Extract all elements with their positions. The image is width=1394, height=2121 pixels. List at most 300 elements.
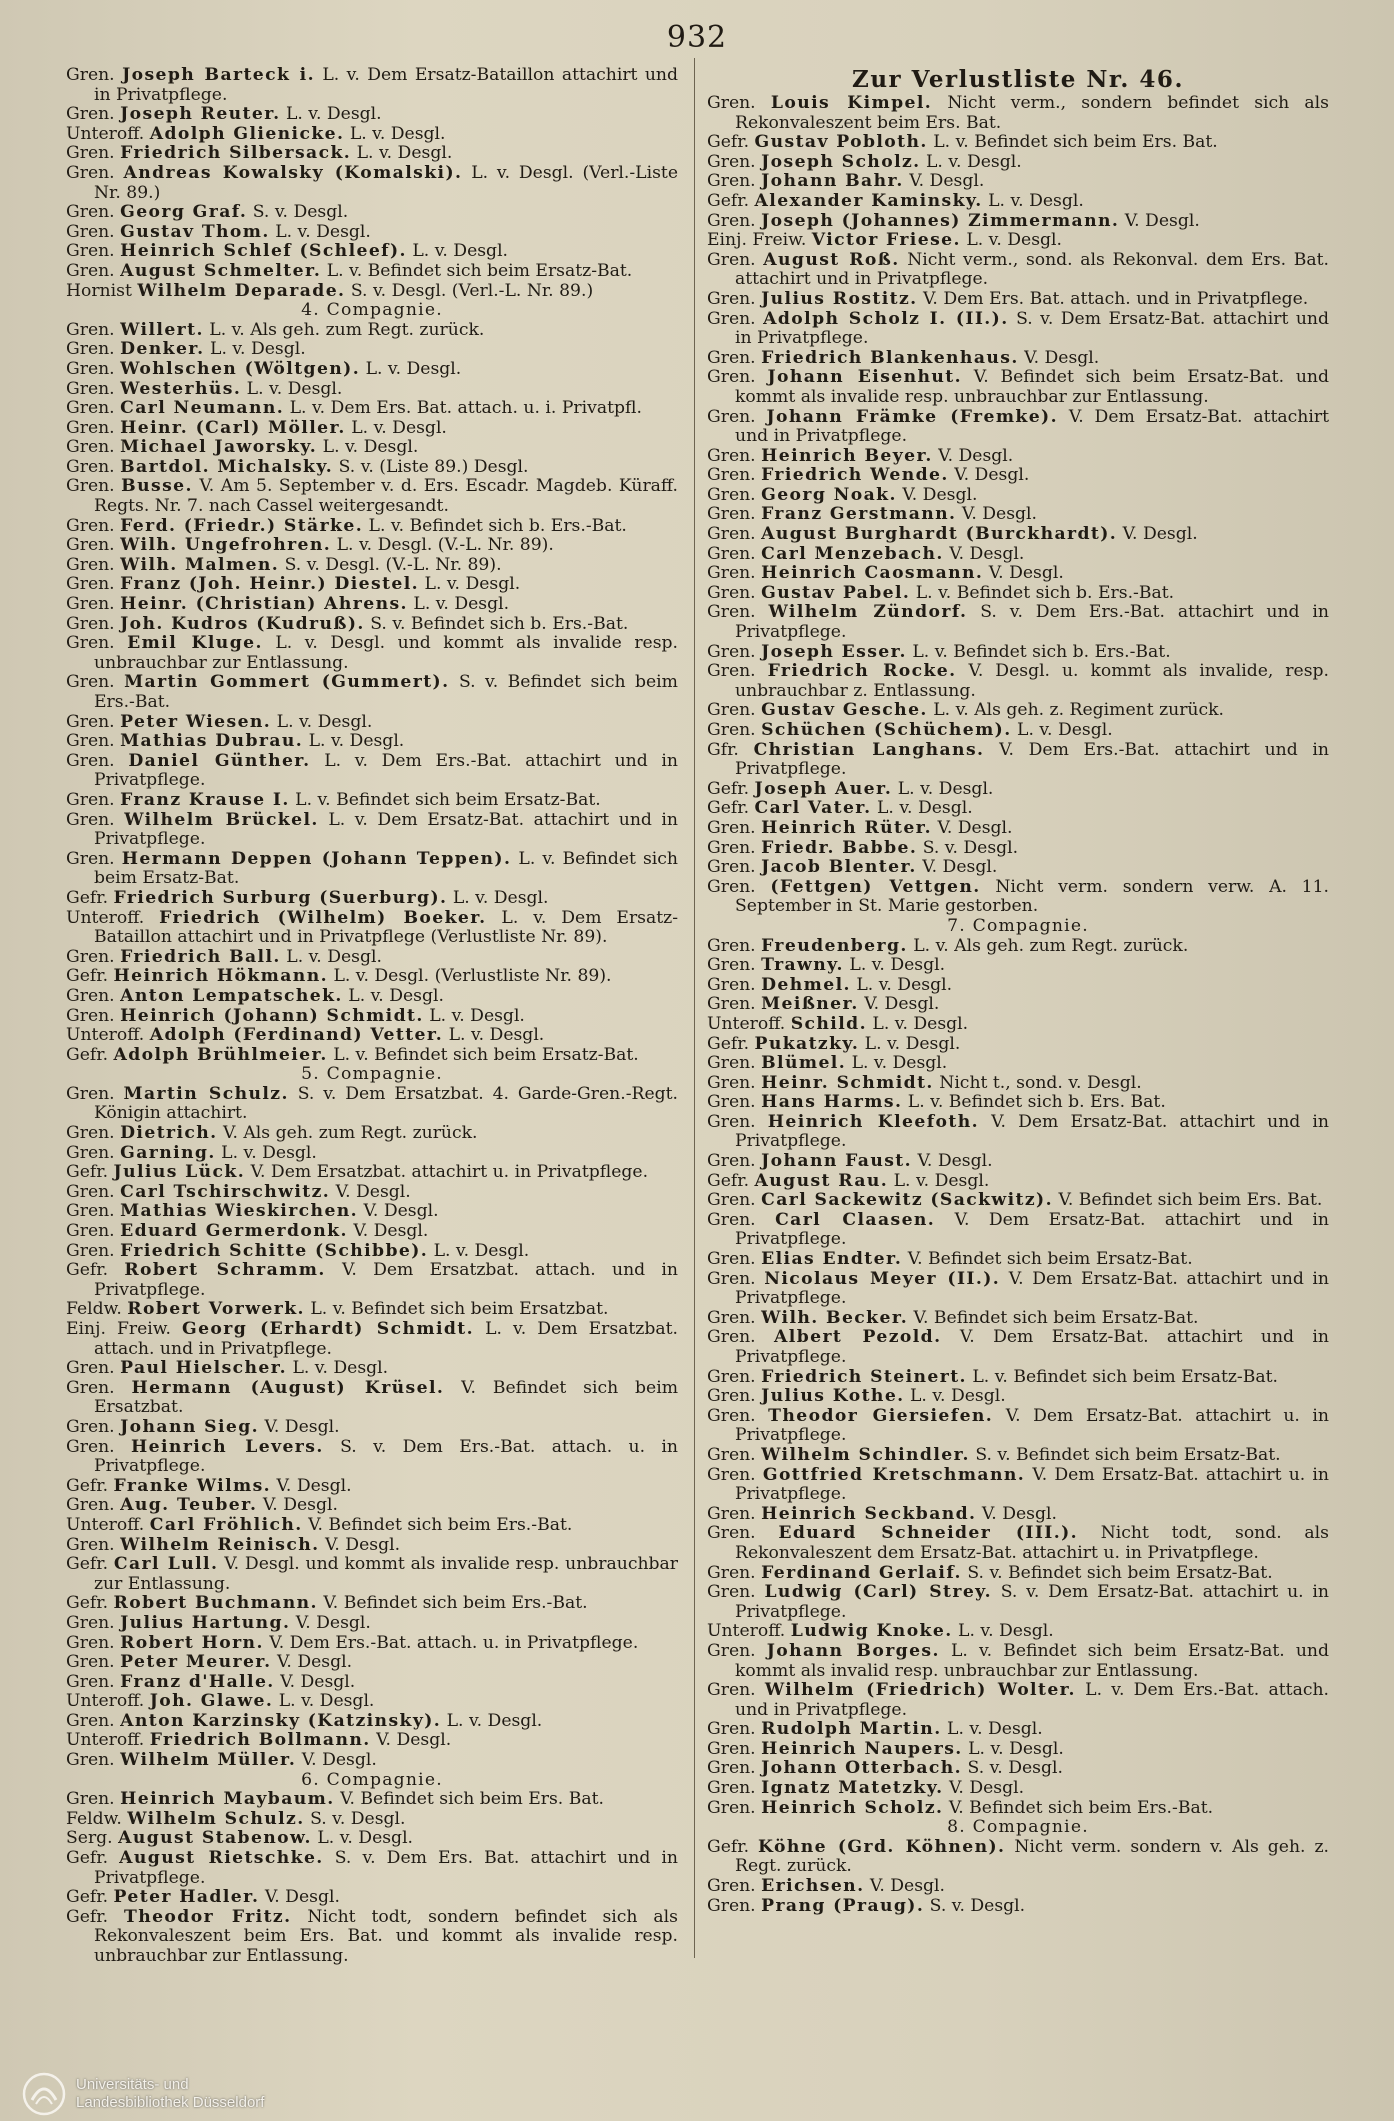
entry-status: V. Desgl. xyxy=(943,543,1025,564)
entry-status: L. v. Dem Ers. Bat. attach. u. i. Privatpfl. xyxy=(284,398,642,419)
entry-status: V. Desgl. xyxy=(290,1612,371,1633)
entry-status: V. Desgl. xyxy=(274,1671,356,1692)
list-entry xyxy=(707,212,1329,232)
entry-name: Köhne (Grd. Köhnen). xyxy=(758,1836,1006,1857)
entry-status: L. v. Befindet sich beim Ers. Bat. xyxy=(927,132,1218,153)
list-entry xyxy=(707,192,1329,212)
entry-rank: Gren. xyxy=(707,602,769,623)
entry-status: V. Desgl. xyxy=(912,1151,993,1172)
entry-rank: Gren. xyxy=(66,1671,121,1692)
entry-rank: Gren. xyxy=(707,1209,776,1230)
entry-name: Carl Lull. xyxy=(113,1554,219,1575)
entry-name: Bartdol. Michalsky. xyxy=(120,456,334,477)
footer-line-2: Landesbibliothek Düsseldorf xyxy=(76,2093,265,2111)
entry-name: Adolph Glienicke. xyxy=(149,123,345,144)
entry-name: Franz Gerstmann. xyxy=(761,504,957,525)
entry-status: L. v. Befindet sich beim Ersatz-Bat. und kommt als invalid resp. unbrauchbar zur Entlassung. xyxy=(735,1640,1329,1681)
entry-name: Adolph Scholz I. (II.). xyxy=(763,308,1009,329)
list-entry xyxy=(66,1163,678,1183)
entry-status: V. Dem Ersatz-Bat. attachirt u. in Privatpflege. xyxy=(735,1464,1329,1505)
entry-rank: Gren. xyxy=(66,1416,121,1437)
entry-rank: Gren. xyxy=(66,535,121,556)
entry-name: (Fettgen) Vettgen. xyxy=(770,876,981,897)
list-entry xyxy=(707,1838,1329,1877)
entry-name: Franz (Joh. Heinr.) Diestel. xyxy=(120,574,420,595)
list-entry xyxy=(66,556,678,576)
entry-status: L. v. Desgl. xyxy=(351,143,453,164)
entry-status: L. v. Desgl. xyxy=(960,230,1063,251)
entry-name: Wilhelm Zündorf. xyxy=(768,602,968,623)
list-entry xyxy=(66,732,678,752)
entry-status: V. Dem Ersatzbat. attachirt u. in Privatpflege. xyxy=(245,1162,649,1183)
entry-rank: Gefr. xyxy=(707,798,755,819)
entry-status: V. Befindet sich beim Ers. Bat. xyxy=(334,1789,604,1810)
list-entry xyxy=(66,517,678,537)
entry-status: L. v. Desgl. xyxy=(241,378,343,399)
list-entry xyxy=(66,1438,678,1477)
entry-rank: Gren. xyxy=(707,661,768,682)
entry-rank: Gren. xyxy=(707,347,762,368)
entry-status: V. Desgl. xyxy=(319,1534,401,1555)
entry-name: Robert Schramm. xyxy=(124,1260,326,1281)
entry-rank: Gren. xyxy=(66,515,121,536)
list-entry xyxy=(707,1328,1329,1367)
entry-rank: Gren. xyxy=(66,65,123,85)
entry-name: Gustav Pobloth. xyxy=(754,132,928,153)
list-entry xyxy=(66,125,678,145)
entry-name: Gustav Gesche. xyxy=(761,700,928,721)
entry-rank: Unteroff. xyxy=(66,1730,150,1751)
entry-status: L. v. Desgl. xyxy=(204,339,306,360)
entry-status: S. v. Desgl. xyxy=(247,202,349,223)
entry-name: Mathias Wieskirchen. xyxy=(120,1201,359,1222)
entry-name: Johann Borges. xyxy=(766,1640,940,1661)
entry-rank: Gren. xyxy=(66,1201,121,1222)
entry-status: V. Desgl. xyxy=(271,1652,353,1673)
entry-name: Peter Wiesen. xyxy=(120,711,272,732)
company-heading: 7. Compagnie. xyxy=(947,915,1089,936)
list-entry xyxy=(707,1740,1329,1760)
entry-rank: Gren. xyxy=(66,1632,121,1653)
entry-name: Carl Vater. xyxy=(754,798,872,819)
entry-name: Peter Meurer. xyxy=(120,1652,272,1673)
list-entry xyxy=(66,360,678,380)
entry-name: Elias Endter. xyxy=(761,1249,903,1270)
entry-name: Heinrich Scholz. xyxy=(761,1797,944,1818)
list-entry xyxy=(707,133,1329,153)
list-entry xyxy=(707,1035,1329,1055)
entry-status: V. Desgl. xyxy=(1117,524,1198,545)
entry-name: Friedrich Wende. xyxy=(761,465,949,486)
entry-status: S. v. Dem Ersatzbat. 4. Garde-Gren.-Regt. Königin attachirt. xyxy=(94,1083,679,1124)
entry-name: Johann Eisenhut. xyxy=(767,367,963,388)
entry-rank: Gren. xyxy=(707,1503,762,1524)
entry-rank: Gren. xyxy=(707,210,762,231)
entry-status: S. v. Dem Ers. Bat. attachirt und in Privatpflege. xyxy=(94,1848,678,1888)
entry-status: L. v. Desgl. xyxy=(962,1738,1064,1759)
entry-status: L. v. Desgl. xyxy=(920,151,1022,172)
entry-rank: Gren. xyxy=(707,994,762,1015)
list-entry xyxy=(707,780,1329,800)
entry-rank: Gren. xyxy=(66,241,121,262)
list-entry xyxy=(66,164,678,203)
entry-status: L. v. Desgl. xyxy=(850,974,953,995)
entry-status: S. v. Befindet sich beim Ersatz-Bat. xyxy=(961,1562,1273,1583)
list-entry xyxy=(66,262,678,282)
entry-name: Johann Otterbach. xyxy=(761,1758,963,1779)
right-column-entries xyxy=(707,94,1329,1916)
entry-status: V. Desgl. xyxy=(948,465,1030,486)
entry-status: L. v. Desgl. xyxy=(441,1710,543,1731)
list-entry xyxy=(66,1202,678,1222)
right-column xyxy=(707,66,1329,1916)
entry-status: V. Dem Ersatz-Bat. attachirt und in Privatpflege. xyxy=(735,1209,1329,1250)
entry-status: S. v. Desgl. (Verl.-L. Nr. 89.) xyxy=(345,280,594,301)
entry-status: V. Am 5. September v. d. Ers. Escadr. Magdeb. Küraff. Regts. Nr. 7. nach Cassel weitergesandt. xyxy=(94,476,678,517)
list-entry xyxy=(707,1172,1329,1192)
entry-status: L. v. Als geh. zum Regt. zurück. xyxy=(203,319,485,340)
entry-rank: Gren. xyxy=(66,1005,121,1026)
entry-rank: Einj. Freiw. xyxy=(66,1319,182,1339)
entry-rank: Gren. xyxy=(66,848,122,869)
entry-rank: Gefr. xyxy=(66,1848,120,1869)
list-entry xyxy=(707,1270,1329,1309)
entry-name: Denker. xyxy=(120,339,205,360)
entry-name: August Burghardt (Burckhardt). xyxy=(761,524,1118,545)
entry-status: V. Dem Ersatz-Bat. attachirt u. in Privatpflege. xyxy=(735,1405,1329,1446)
entry-status: S. v. Desgl. xyxy=(924,1895,1026,1916)
entry-name: Heinrich Hökmann. xyxy=(113,966,328,987)
entry-rank: Gren. xyxy=(66,672,125,693)
entry-rank: Gren. xyxy=(707,1111,768,1132)
entry-rank: Gefr. xyxy=(66,1593,114,1614)
list-entry xyxy=(66,1477,678,1497)
entry-name: Emil Kluge. xyxy=(127,633,263,654)
list-entry xyxy=(66,380,678,400)
list-entry xyxy=(66,1751,678,1771)
entry-name: Gottfried Kretschmann. xyxy=(762,1464,1026,1485)
list-entry xyxy=(66,850,678,889)
list-entry xyxy=(707,819,1329,839)
entry-name: Ludwig Knoke. xyxy=(790,1621,953,1642)
entry-name: Westerhüs. xyxy=(120,378,242,399)
entry-name: Alexander Kaminsky. xyxy=(754,190,983,211)
column-divider xyxy=(694,58,695,1958)
entry-status: V. Desgl. xyxy=(296,1750,377,1771)
entry-name: Johann Bahr. xyxy=(761,171,904,192)
entry-status: V. Desgl. xyxy=(864,1876,945,1897)
entry-name: Franz Krause I. xyxy=(120,789,290,810)
list-entry xyxy=(66,321,678,341)
entry-name: Julius Hartung. xyxy=(120,1612,291,1633)
entry-status: V. Dem Ers.-Bat. attachirt und in Privatpflege. xyxy=(735,739,1329,780)
entry-status: L. v. Desgl. xyxy=(303,731,405,752)
entry-status: V. Befindet sich beim Ersatz-Bat. und kommt als invalide resp. unbrauchbar zur Entlassung. xyxy=(735,367,1329,407)
left-column xyxy=(66,66,678,1967)
list-entry xyxy=(66,458,678,478)
entry-name: Friedrich Steinert. xyxy=(761,1366,967,1387)
entry-name: Carl Fröhlich. xyxy=(149,1514,303,1535)
entry-name: Gustav Pabel. xyxy=(761,582,911,603)
entry-rank: Gefr. xyxy=(707,190,755,211)
list-entry xyxy=(707,1054,1329,1074)
entry-rank: Gren. xyxy=(66,1358,121,1379)
entry-name: Theodor Fritz. xyxy=(124,1906,292,1927)
entry-name: Georg Noak. xyxy=(761,484,897,505)
entry-rank: Gren. xyxy=(707,1582,765,1603)
entry-name: Heinrich Maybaum. xyxy=(120,1789,335,1810)
entry-status: L. v. Desgl. xyxy=(345,417,447,438)
list-entry xyxy=(66,477,678,516)
entry-name: Christian Langhans. xyxy=(753,739,985,760)
entry-rank: Gren. xyxy=(66,1142,121,1163)
entry-rank: Gefr. xyxy=(66,1260,125,1281)
entry-status: L. v. Desgl. (Verl.-Liste Nr. 89.) xyxy=(94,162,678,203)
entry-name: Carl Tschirschwitz. xyxy=(120,1181,331,1202)
list-entry xyxy=(66,1829,678,1849)
entry-status: S. v. Dem Ers.-Bat. attachirt und in Privatpflege. xyxy=(735,602,1329,643)
list-entry xyxy=(66,1673,678,1693)
list-entry xyxy=(707,1505,1329,1525)
library-footer xyxy=(0,2066,400,2121)
entry-status: L. v. Desgl. xyxy=(406,241,509,262)
entry-rank: Gren. xyxy=(66,946,121,967)
entry-name: Johann Främke (Fremke). xyxy=(766,406,1058,427)
list-entry xyxy=(707,1759,1329,1779)
entry-rank: Gren. xyxy=(707,817,762,838)
list-entry xyxy=(66,1790,678,1810)
entry-status: L. v. Desgl. xyxy=(859,1033,961,1054)
entry-rank: Gren. xyxy=(707,171,762,192)
entry-rank: Gren. xyxy=(66,1123,121,1144)
entry-name: Franke Wilms. xyxy=(113,1475,272,1496)
list-entry xyxy=(707,603,1329,642)
list-entry xyxy=(707,584,1329,604)
entry-name: Nicolaus Meyer (II.). xyxy=(764,1268,1001,1289)
entry-name: Erichsen. xyxy=(761,1876,865,1897)
entry-status: S. v. Desgl. (V.-L. Nr. 89). xyxy=(279,554,502,575)
entry-status: L. v. Desgl. xyxy=(846,1053,948,1074)
list-entry xyxy=(707,878,1329,917)
entry-name: Robert Vorwerk. xyxy=(127,1299,305,1320)
list-entry xyxy=(66,1300,678,1320)
entry-name: Carl Neumann. xyxy=(120,398,285,419)
entry-name: Prang (Praug). xyxy=(761,1895,925,1916)
entry-rank: Gren. xyxy=(707,1053,762,1074)
entry-name: Heinrich Kleefoth. xyxy=(767,1111,979,1132)
entry-rank: Gren. xyxy=(707,1758,762,1779)
entry-name: Friedr. Babbe. xyxy=(761,837,918,858)
entry-name: Georg (Erhardt) Schmidt. xyxy=(182,1319,475,1339)
entry-name: Wilhelm Schulz. xyxy=(127,1808,305,1829)
entry-rank: Gren. xyxy=(66,202,121,223)
entry-name: Daniel Günther. xyxy=(128,750,311,771)
entry-rank: Gren. xyxy=(707,641,762,662)
entry-name: Meißner. xyxy=(761,994,859,1015)
list-entry xyxy=(707,310,1329,349)
entry-name: August Stabenow. xyxy=(118,1828,312,1849)
entry-rank: Gren. xyxy=(66,613,121,634)
entry-status: L. v. Desgl. xyxy=(344,123,446,144)
entry-rank: Gren. xyxy=(66,1436,132,1457)
entry-name: Wilhelm Müller. xyxy=(120,1750,297,1771)
list-entry xyxy=(707,1799,1329,1819)
list-entry xyxy=(707,1368,1329,1388)
entry-rank: Gren. xyxy=(707,1640,767,1661)
entry-status: Nicht t., sond. v. Desgl. xyxy=(933,1072,1142,1093)
entry-status: Nicht todt, sond. als Rekonvaleszent dem Ersatz-Bat. attachirt u. in Privatpflege. xyxy=(735,1523,1329,1563)
entry-rank: Gren. xyxy=(707,1386,762,1407)
entry-status: V. Desgl. xyxy=(358,1201,439,1222)
entry-status: L. v. Dem Ers.-Bat. attachirt und in Privatpflege. xyxy=(94,750,678,791)
list-entry xyxy=(707,251,1329,290)
entry-rank: Gren. xyxy=(66,985,121,1006)
entry-rank: Gren. xyxy=(66,1789,121,1810)
entry-rank: Unteroff. xyxy=(66,123,150,144)
list-entry xyxy=(66,1536,678,1556)
entry-name: Friedrich Silbersack. xyxy=(120,143,352,164)
entry-status: V. Dem Ersatz-Bat. attachirt und in Privatpflege. xyxy=(735,1111,1329,1152)
list-entry xyxy=(707,466,1329,486)
entry-rank: Gefr. xyxy=(66,966,114,987)
entry-status: V. Dem Ersatz-Bat. attachirt und in Privatpflege. xyxy=(735,1327,1329,1367)
entry-name: Anton Karzinsky (Katzinsky). xyxy=(120,1710,442,1731)
entry-status: V. Befindet sich beim Ers.-Bat. xyxy=(302,1514,573,1535)
entry-status: V. Befindet sich beim Ersatz-Bat. xyxy=(902,1249,1193,1270)
entry-name: Willert. xyxy=(120,319,204,340)
entry-rank: Gren. xyxy=(66,1612,121,1633)
entry-rank: Gren. xyxy=(66,1710,121,1731)
list-entry xyxy=(66,1653,678,1673)
entry-rank: Gren. xyxy=(66,339,121,360)
entry-status: L. v. Desgl. xyxy=(888,1170,990,1191)
list-entry xyxy=(66,987,678,1007)
list-entry xyxy=(66,1555,678,1594)
entry-name: Martin Schulz. xyxy=(123,1083,289,1104)
entry-status: V. Dem Ersatzbat. attach. und in Privatpflege. xyxy=(94,1260,678,1300)
entry-rank: Gren. xyxy=(707,93,771,113)
list-entry xyxy=(66,66,678,105)
entry-name: Michael Jaworsky. xyxy=(120,437,318,458)
entry-rank: Gren. xyxy=(707,837,762,858)
entry-rank: Gefr. xyxy=(66,1044,114,1065)
entry-rank: Gren. xyxy=(707,1876,762,1897)
list-entry xyxy=(707,701,1329,721)
entry-status: L. v. Befindet sich beim Ersatz-Bat. xyxy=(327,1044,639,1065)
entry-name: Carl Claasen. xyxy=(775,1209,936,1230)
entry-name: Heinr. Schmidt. xyxy=(761,1072,934,1093)
list-entry xyxy=(707,1211,1329,1250)
list-entry xyxy=(66,1634,678,1654)
list-entry xyxy=(66,144,678,164)
entry-rank: Gren. xyxy=(707,1719,762,1740)
entry-status: L. v. Desgl. xyxy=(941,1719,1043,1740)
entry-status: L. v. Dem Ersatz-Bataillon attachirt und in Privatpflege. xyxy=(94,65,678,105)
list-entry xyxy=(66,105,678,125)
entry-status: L. v. Desgl. xyxy=(215,1142,317,1163)
entry-status: L. v. Desgl. xyxy=(271,711,373,732)
entry-rank: Gren. xyxy=(707,406,767,427)
list-entry xyxy=(66,1359,678,1379)
entry-rank: Gren. xyxy=(707,1797,762,1818)
entry-rank: Gren. xyxy=(66,260,121,281)
entry-status: S. v. Befindet sich beim Ersatz-Bat. xyxy=(969,1444,1281,1465)
entry-status: Nicht todt, sondern befindet sich als Rekonvaleszent beim Ers. Bat. und kommt als invalide resp. unbrauchbar zur Entlassung. xyxy=(94,1906,678,1966)
entry-rank: Gren. xyxy=(707,465,762,486)
entry-rank: Unteroff. xyxy=(66,1025,150,1046)
entry-rank: Gren. xyxy=(66,731,121,752)
entry-rank: Gren. xyxy=(707,1562,762,1583)
entry-status: L. v. Befindet sich b. Ers.-Bat. xyxy=(906,641,1171,662)
list-entry xyxy=(66,1731,678,1751)
entry-rank: Gefr. xyxy=(707,132,755,153)
list-entry xyxy=(66,713,678,733)
entry-rank: Gren. xyxy=(66,378,121,399)
entry-name: Franz d'Halle. xyxy=(120,1671,275,1692)
entry-name: Heinrich Schlef (Schleef). xyxy=(120,241,407,262)
entry-rank: Gfr. xyxy=(707,739,754,760)
entry-status: L. v. Desgl. und kommt als invalide resp. unbrauchbar zur Entlassung. xyxy=(94,633,678,673)
entry-name: Friedrich Rocke. xyxy=(767,661,957,682)
list-entry xyxy=(707,1564,1329,1584)
entry-rank: Gefr. xyxy=(707,1170,755,1191)
entry-rank: Gren. xyxy=(707,955,762,976)
list-entry xyxy=(66,536,678,556)
entry-status: L. v. Dem Ersatz-Bat. attachirt und in Privatpflege. xyxy=(94,809,678,850)
list-entry xyxy=(707,564,1329,584)
entry-rank: Gren. xyxy=(707,1464,763,1485)
entry-rank: Unteroff. xyxy=(66,1691,150,1712)
entry-name: Heinr. (Christian) Ahrens. xyxy=(120,594,408,615)
list-entry xyxy=(707,976,1329,996)
library-logo-icon xyxy=(22,2072,66,2116)
entry-status: S. v. Dem Ersatz-Bat. attachirt und in Privatpflege. xyxy=(735,308,1329,349)
entry-name: Hermann Deppen (Johann Teppen). xyxy=(121,848,512,869)
list-entry xyxy=(707,839,1329,859)
entry-status: L. v. Desgl. xyxy=(269,221,371,242)
entry-rank: Gren. xyxy=(707,543,762,564)
entry-status: S. v. Desgl. xyxy=(304,1808,406,1829)
entry-name: Johann Faust. xyxy=(761,1151,913,1172)
entry-name: Wilhelm Reinisch. xyxy=(120,1534,320,1555)
entry-status: S. v. Dem Ersatz-Bat. attachirt u. in Privatpflege. xyxy=(735,1582,1329,1622)
list-entry xyxy=(66,909,678,948)
entry-name: Robert Buchmann. xyxy=(113,1593,318,1614)
entry-name: Ludwig (Carl) Strey. xyxy=(764,1582,992,1603)
entry-status: V. Desgl. xyxy=(1018,347,1100,368)
list-entry xyxy=(707,486,1329,506)
list-entry xyxy=(66,1320,678,1359)
list-entry xyxy=(66,1183,678,1203)
entry-name: Joseph Esser. xyxy=(761,641,907,662)
entry-name: Dietrich. xyxy=(120,1123,218,1144)
entry-rank: Gren. xyxy=(66,1083,124,1104)
entry-name: Peter Hadler. xyxy=(113,1887,260,1908)
entry-rank: Gren. xyxy=(707,1895,762,1916)
entry-name: Joh. Kudros (Kudruß). xyxy=(120,613,365,634)
list-entry xyxy=(66,791,678,811)
entry-status: V. Desgl. u. kommt als invalide, resp. unbrauchbar z. Entlassung. xyxy=(735,661,1329,701)
entry-name: Gustav Thom. xyxy=(120,221,270,242)
entry-name: Heinr. (Carl) Möller. xyxy=(120,417,346,438)
entry-rank: Gefr. xyxy=(66,1162,114,1183)
list-entry xyxy=(66,1614,678,1634)
entry-name: Ignatz Matetzky. xyxy=(761,1778,944,1799)
list-entry xyxy=(707,1524,1329,1563)
entry-status: V. Desgl. xyxy=(916,857,998,878)
list-entry xyxy=(707,1113,1329,1152)
entry-status: L. v. Desgl. xyxy=(407,594,510,615)
